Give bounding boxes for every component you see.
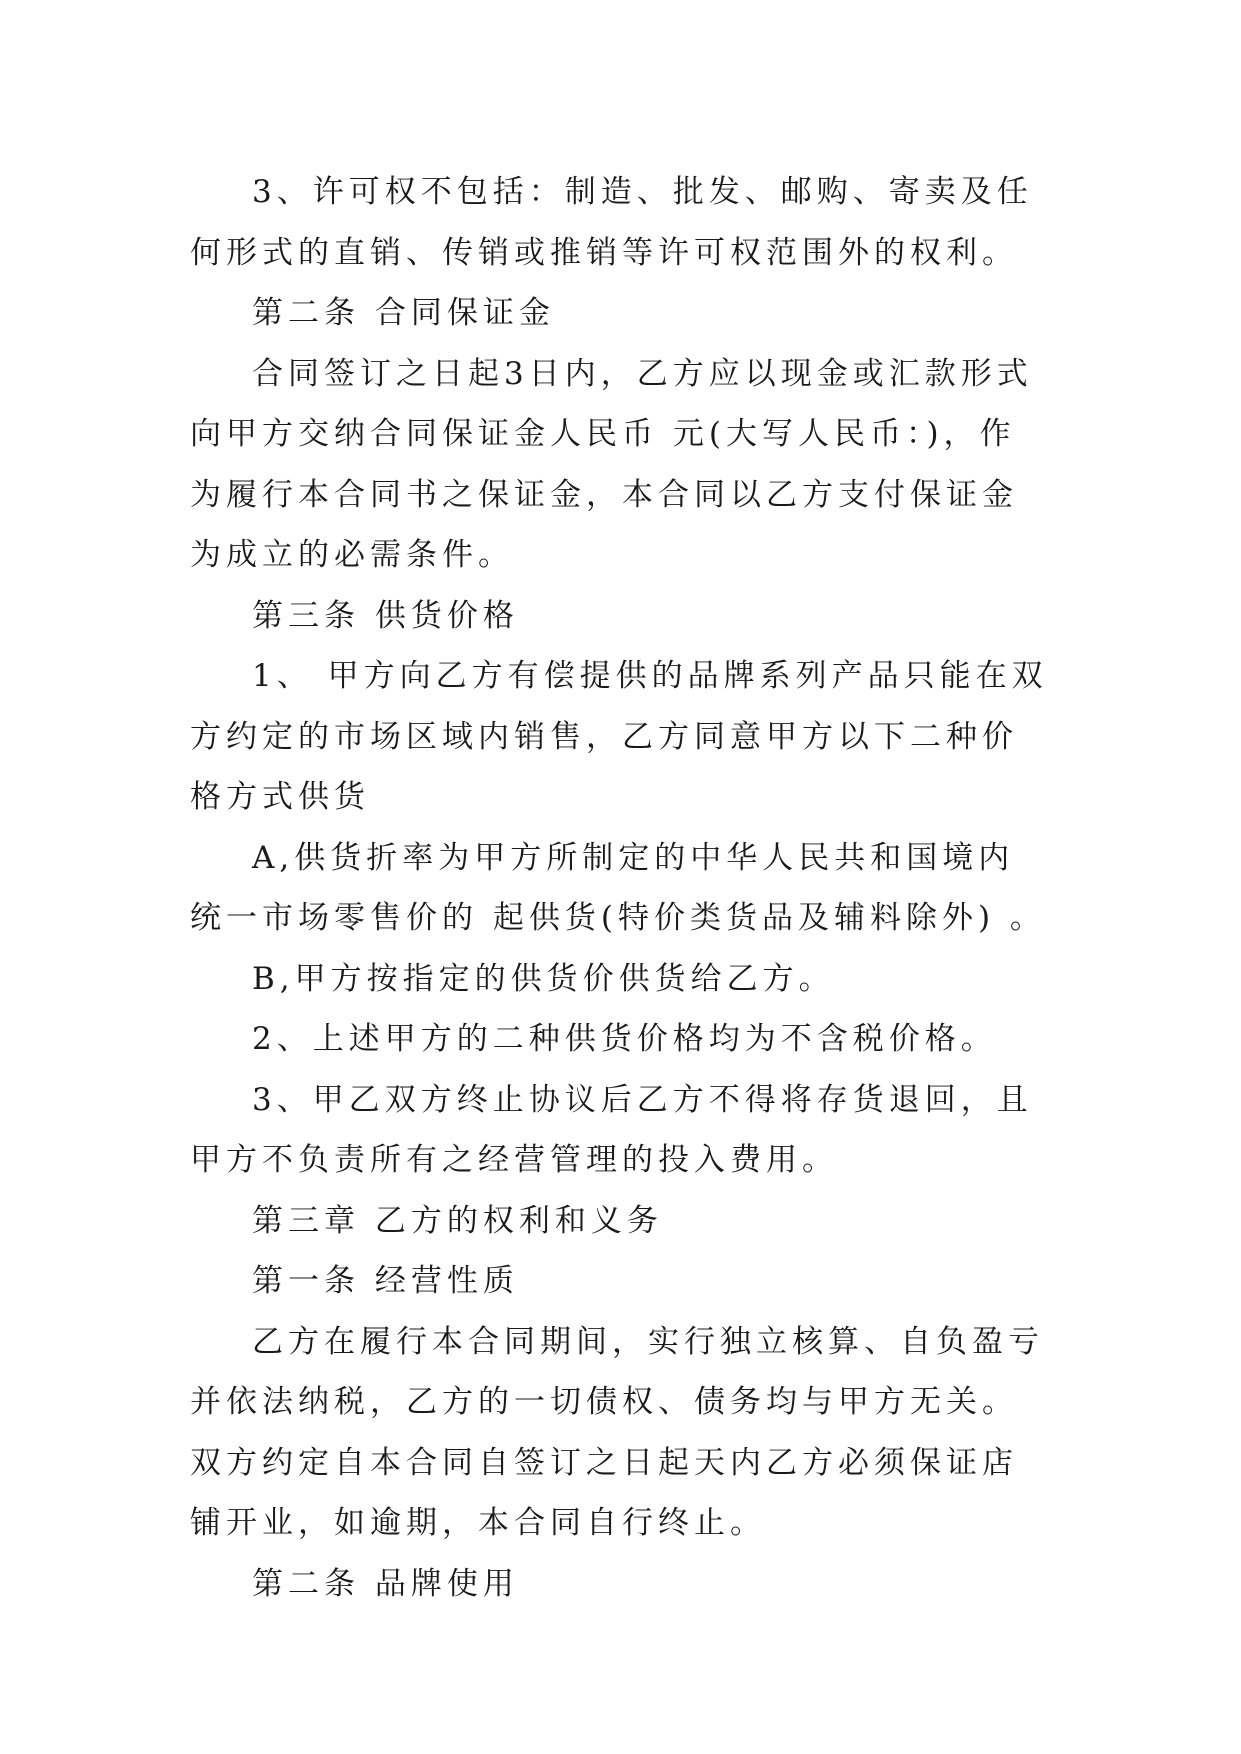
paragraph-price-2: 2、上述甲方的二种供货价格均为不含税价格。 <box>252 1021 997 1057</box>
heading-chapter-3: 第三章 乙方的权利和义务 <box>252 1202 663 1239</box>
paragraph-price-b: B,甲方按指定的供货价供货给乙方。 <box>252 960 835 997</box>
paragraph-business-nature: 乙方在履行本合同期间，实行独立核算、自负盈亏并依法纳税，乙方的一切债权、债务均与甲方无关。双方约定自本合同自签订之日起天内乙方必须保证店铺开业，如逾期，本合同自行终止。 <box>190 1323 1044 1541</box>
paragraph-price-a: A,供货折率为甲方所制定的中华人民共和国境内统一市场零售价的 起供货(特价类货品及辅料除外) 。 <box>190 839 1046 936</box>
paragraph-deposit-terms: 合同签订之日起3日内，乙方应以现金或汇款形式向甲方交纳合同保证金人民币 元(大写人民币：)，作为履行本合同书之保证金，本合同以乙方支付保证金为成立的必需条件。 <box>190 355 1033 573</box>
paragraph-license-exclusions: 3、许可权不包括：制造、批发、邮购、寄卖及任何形式的直销、传销或推销等许可权范围外的权利。 <box>190 174 1033 271</box>
heading-article-1-nature: 第一条 经营性质 <box>252 1263 519 1299</box>
paragraph-price-1: 1、 甲方向乙方有偿提供的品牌系列产品只能在双方约定的市场区域内销售，乙方同意甲方以下二种价格方式供货 <box>190 658 1048 815</box>
heading-article-2-deposit: 第二条 合同保证金 <box>252 295 555 331</box>
paragraph-price-3: 3、甲乙双方终止协议后乙方不得将存货退回，且甲方不负责所有之经营管理的投入费用。 <box>190 1081 1033 1178</box>
heading-article-3-price: 第三条 供货价格 <box>252 597 519 634</box>
heading-article-2-brand: 第二条 品牌使用 <box>252 1565 519 1602</box>
document-body <box>190 162 1050 1614</box>
